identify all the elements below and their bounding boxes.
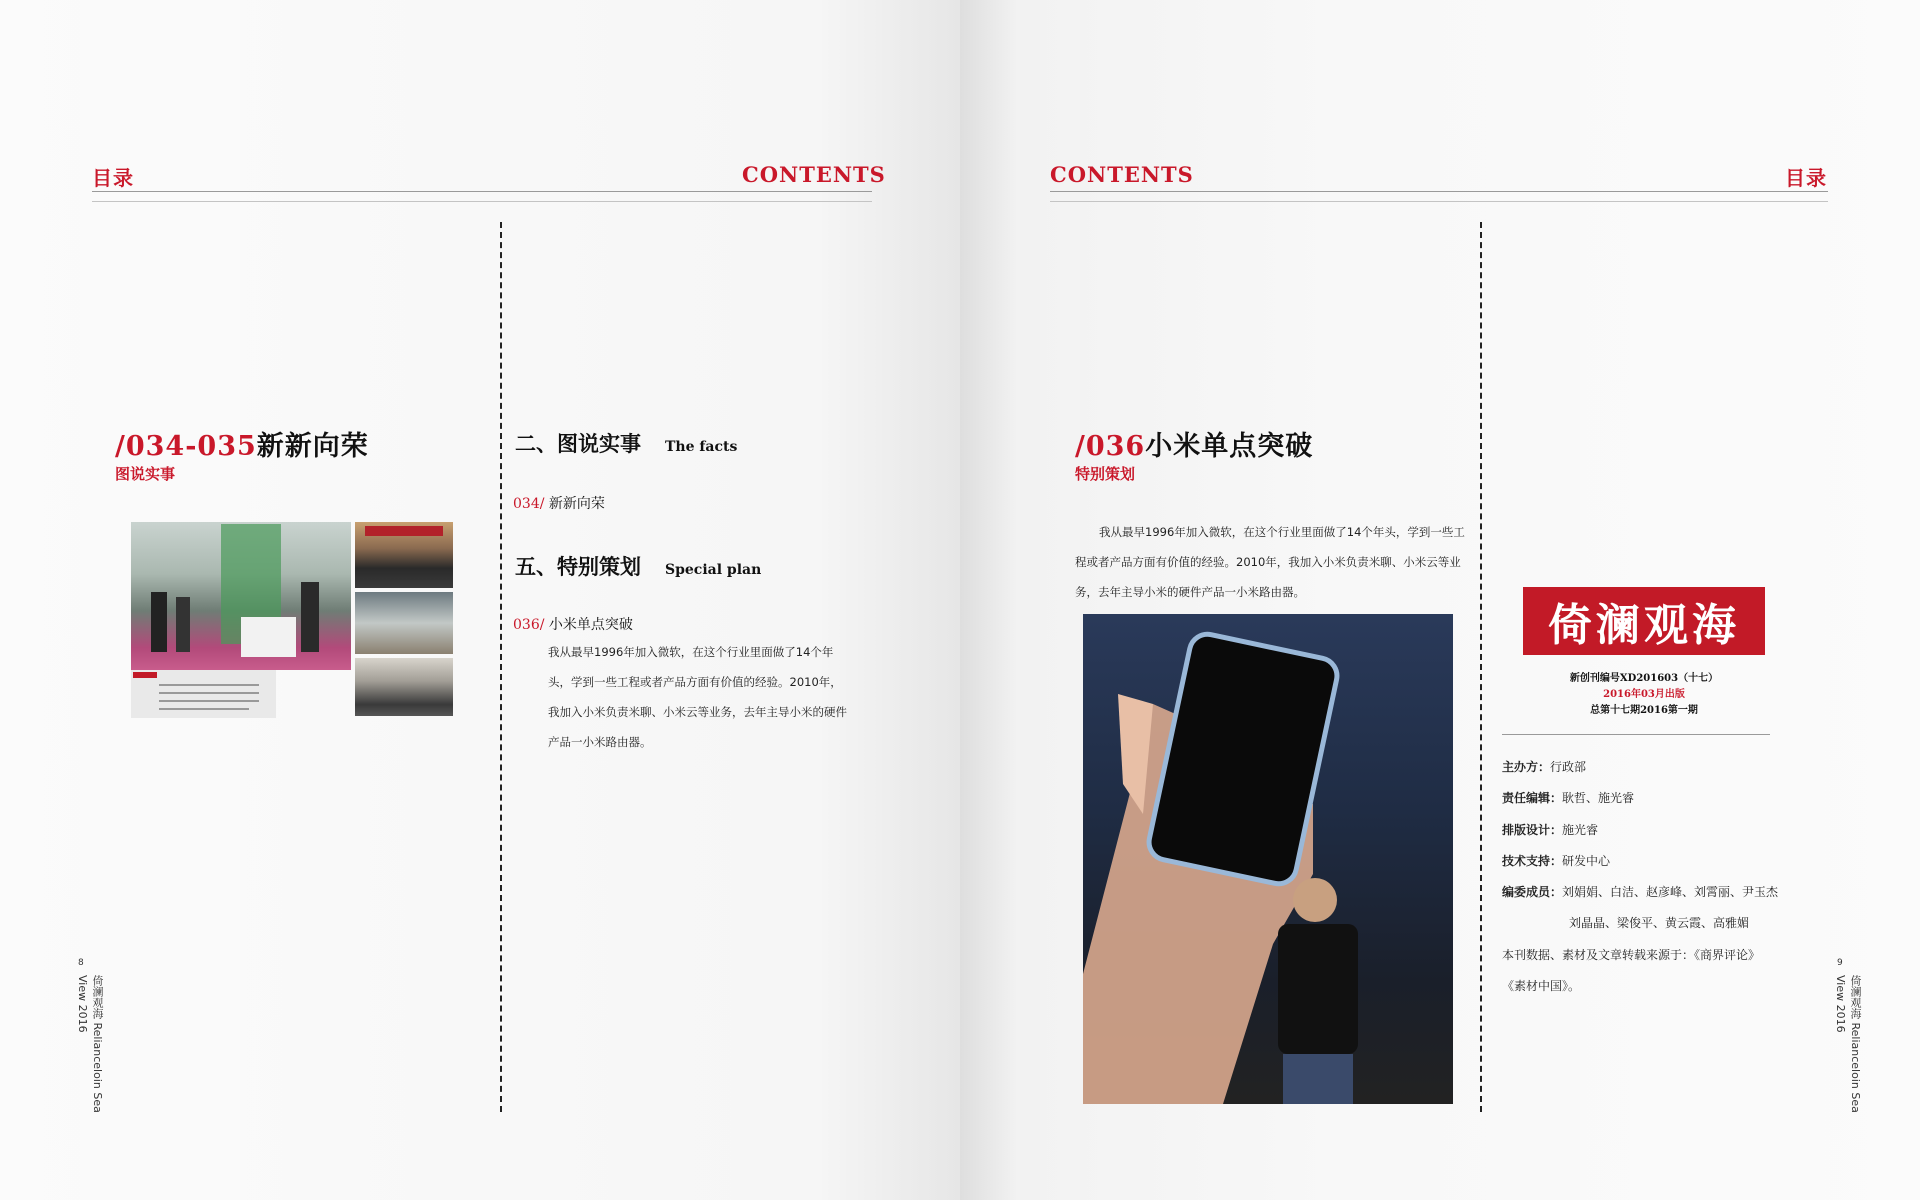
right-header-en: CONTENTS — [1050, 162, 1194, 187]
left-feature-title — [115, 424, 369, 463]
toc-section-special-cn: 五、特别策划 — [515, 554, 641, 579]
right-feature-title — [1075, 424, 1313, 463]
credits-rule — [1502, 734, 1770, 735]
left-feature-num: /034-035 — [115, 431, 257, 462]
left-header-en: CONTENTS — [742, 162, 886, 187]
right-feature-name: 小米单点突破 — [1145, 431, 1314, 462]
left-feature-sub: 图说实事 — [115, 465, 176, 483]
toc-section-facts — [515, 428, 737, 458]
left-header-rule — [92, 191, 872, 192]
right-page-number: 9 — [1837, 958, 1843, 968]
expo-photo-main — [131, 522, 351, 670]
issue-date: 2016年03月出版 — [1603, 689, 1685, 700]
xiaomi-phone-photo — [1083, 614, 1453, 1104]
toc-item-036-title: 小米单点突破 — [548, 617, 633, 633]
expo-caption-box — [131, 670, 276, 718]
right-feature-num: /036 — [1075, 431, 1146, 462]
toc-item-034 — [513, 493, 605, 513]
credit-design: 排版设计：施光睿 — [1502, 822, 1599, 837]
credit-editor: 责任编辑：耿哲、施光睿 — [1502, 791, 1635, 806]
source-line-2: 《素材中国》。 — [1502, 979, 1581, 994]
left-column-divider — [500, 222, 502, 1112]
issue-total: 总第十七期2016第一期 — [1590, 705, 1698, 716]
credits-list — [1502, 752, 1862, 1002]
magazine-logo: 倚澜观海 — [1523, 587, 1765, 655]
credit-committee: 编委成员：刘娟娟、白洁、赵彦峰、刘霄丽、尹玉杰 — [1502, 885, 1779, 900]
toc-item-036-num: 036/ — [513, 617, 545, 633]
toc-section-special-en: Special plan — [665, 562, 762, 578]
right-header-rule-2 — [1050, 201, 1828, 202]
expo-photo-meeting — [355, 592, 453, 654]
expo-photo-group — [355, 522, 453, 588]
toc-item-036-desc: 我从最早1996年加入微软，在这个行业里面做了14个年头，学到一些工程或者产品方面有价值的经验。2010年，我加入小米负责米聊、小米云等业务，去年主导小米的硬件产品一小米路由器。 — [548, 645, 847, 749]
right-column-divider — [1480, 222, 1482, 1112]
right-header-cn: 目录 — [1785, 166, 1827, 190]
toc-item-034-title: 新新向荣 — [548, 496, 605, 512]
source-line-1: 本刊数据、素材及文章转载来源于：《商界评论》 — [1502, 947, 1761, 962]
credit-host: 主办方：行政部 — [1502, 760, 1587, 774]
left-spine-text: 倚澜观海 Relianceloin Sea View 2016 — [76, 975, 104, 1113]
left-page-number: 8 — [78, 958, 84, 968]
toc-section-special — [515, 551, 761, 581]
left-header-cn: 目录 — [92, 166, 134, 190]
right-feature-sub: 特别策划 — [1075, 465, 1136, 483]
right-spine-text: 倚澜观海 Relianceloin Sea View 2016 — [1834, 975, 1862, 1113]
issue-info — [1523, 671, 1765, 719]
issue-code: 新创刊编号XD201603（十七） — [1569, 673, 1719, 684]
right-feature-desc: 我从最早1996年加入微软，在这个行业里面做了14个年头，学到一些工程或者产品方面有价值的经验。2010年，我加入小米负责米聊、小米云等业务，去年主导小米的硬件产品一小米路由器。 — [1075, 525, 1465, 599]
toc-item-036 — [513, 614, 633, 634]
hand-phone-illustration — [1083, 614, 1453, 1104]
left-feature-name: 新新向荣 — [256, 431, 369, 462]
credit-tech: 技术支持：研发中心 — [1502, 853, 1611, 868]
right-header-rule — [1050, 191, 1828, 192]
credit-committee-cont: 刘晶晶、梁俊平、黄云霞、高雅媚 — [1569, 916, 1750, 931]
toc-section-facts-cn: 二、图说实事 — [515, 431, 641, 456]
left-header-rule-2 — [92, 201, 872, 202]
right-page — [960, 0, 1920, 1200]
toc-section-facts-en: The facts — [665, 439, 738, 455]
toc-item-034-num: 034/ — [513, 496, 545, 512]
expo-photo-classroom — [355, 658, 453, 716]
